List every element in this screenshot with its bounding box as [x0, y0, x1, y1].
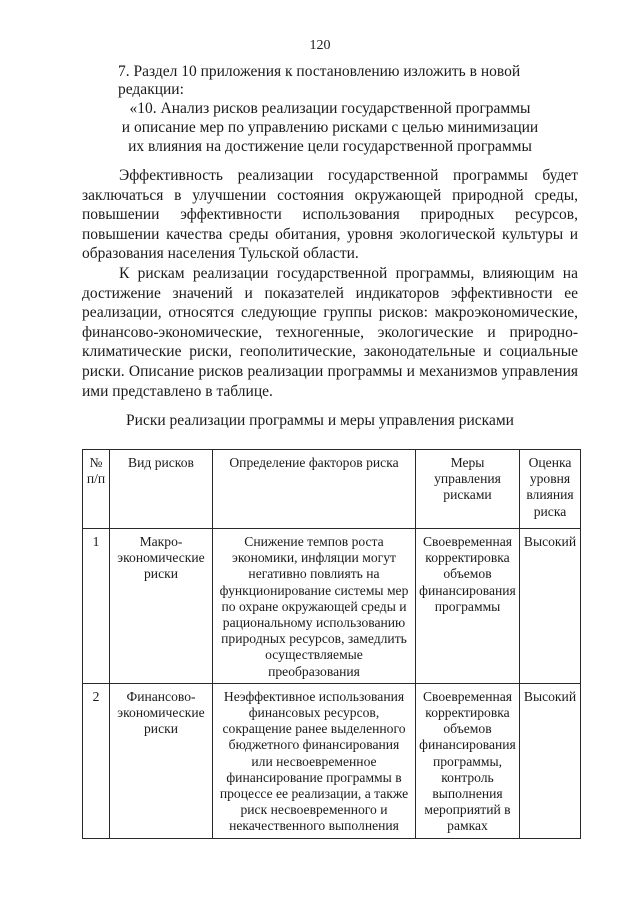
paragraph-effectiveness: Эффективность реализации государственной программы будет заключаться в улучшении состояния окружающей природной среды, повышении эффективности использования природных ресурсов, повышении качества среды обитания, уровня экологической культуры и образования населения Тульской области.: [82, 167, 578, 263]
cell-measures: [416, 529, 520, 684]
cell-risk-factors: [213, 683, 416, 838]
cell-line: экономические: [117, 705, 205, 721]
cell-line: процессе ее реализации, а также: [219, 786, 409, 802]
header-line: №: [89, 455, 103, 470]
header-line: Оценка: [528, 455, 572, 470]
cell-line: экономические: [117, 550, 205, 566]
cell-num: 2: [83, 683, 110, 838]
table-row: [83, 683, 581, 838]
cell-line: негативно повлиять на: [248, 566, 380, 582]
cell-line: Своевременная: [422, 534, 513, 549]
cell-line: Неэффективное использования: [223, 688, 405, 704]
cell-line: объемов: [443, 566, 492, 582]
cell-risk-type: [110, 683, 213, 838]
instruction-text: 7. Раздел 10 приложения к постановлению изложить в новой редакции:: [118, 63, 521, 98]
cell-risk-factors: [213, 529, 416, 684]
table-caption: Риски реализации программы и меры управления рисками: [126, 412, 514, 429]
cell-line: некачественного выполнения: [229, 818, 399, 834]
cell-measures: [416, 683, 520, 838]
risk-table: [82, 449, 581, 839]
cell-line: финансирования: [419, 737, 516, 753]
header-num: [83, 450, 110, 529]
cell-line: Снижение темпов роста: [244, 534, 384, 549]
cell-line: рациональному использованию: [222, 615, 406, 631]
cell-line: рамках: [447, 818, 488, 834]
section-title-line: «10. Анализ рисков реализации государственной программы: [129, 100, 531, 117]
cell-line: преобразования: [268, 663, 360, 679]
cell-line: корректировка: [425, 705, 510, 721]
header-risk-factors: Определение факторов риска: [213, 450, 416, 529]
cell-risk-type: [110, 529, 213, 684]
header-line: Меры: [450, 455, 485, 470]
paragraph-risks: К рискам реализации государственной программы, влияющим на достижение значений и показателей индикаторов эффективности ее реализации, относятся следующие группы рисков: макроэкономические, финансово-экономические, техногенные, экологические и природно-климатические риски, геополитические, законодательные и социальные риски. Описание рисков реализации программы и механизмов управления ими представлено в таблице.: [82, 265, 578, 400]
cell-line: сокращение ранее выделенного: [222, 721, 406, 737]
page-number: 120: [309, 38, 331, 53]
cell-assessment: Высокий: [520, 529, 581, 684]
section-title-line: их влияния на достижение цели государственной программы: [128, 138, 532, 155]
cell-line: Своевременная: [422, 688, 513, 704]
table-row: [83, 529, 581, 684]
header-measures: [416, 450, 520, 529]
cell-line: риски: [144, 566, 178, 582]
cell-line: программы,: [432, 753, 502, 769]
cell-line: мероприятий в: [424, 802, 511, 818]
cell-line: программы: [434, 598, 501, 614]
cell-line: бюджетного финансирования: [228, 737, 400, 753]
cell-line: финансирования: [419, 582, 516, 598]
cell-line: осуществляемые: [265, 647, 363, 663]
cell-line: природных ресурсов, замедлить: [221, 631, 407, 647]
cell-assessment: Высокий: [520, 683, 581, 838]
header-risk-type: Вид рисков: [110, 450, 213, 529]
cell-line: объемов: [443, 721, 492, 737]
cell-num: 1: [83, 529, 110, 684]
header-line: уровня: [529, 471, 571, 487]
table-header-row: [83, 450, 581, 529]
cell-line: выполнения: [432, 786, 503, 802]
header-line: рисками: [443, 487, 492, 503]
header-line: влияния: [526, 487, 574, 503]
cell-line: контроль: [441, 769, 494, 785]
cell-line: по охране окружающей среды и: [221, 598, 407, 614]
cell-line: экономики, инфляции могут: [232, 550, 396, 566]
header-line: п/п: [86, 471, 106, 487]
cell-line: Макро-: [139, 534, 183, 549]
cell-line: риски: [144, 721, 178, 737]
cell-line: корректировка: [425, 550, 510, 566]
header-assessment: [520, 450, 581, 529]
cell-line: или несвоевременное: [251, 753, 377, 769]
cell-line: Финансово-: [126, 688, 196, 704]
section-title: [90, 99, 570, 156]
section-title-line: и описание мер по управлению рисками с целью минимизации: [121, 119, 539, 136]
header-line: управления: [434, 471, 501, 487]
cell-line: функционирование системы мер: [219, 582, 409, 598]
header-line: риска: [533, 503, 567, 519]
cell-line: финансовых ресурсов,: [248, 705, 380, 721]
cell-line: риск несвоевременного и: [240, 802, 388, 818]
cell-line: финансирование программы в: [226, 769, 402, 785]
